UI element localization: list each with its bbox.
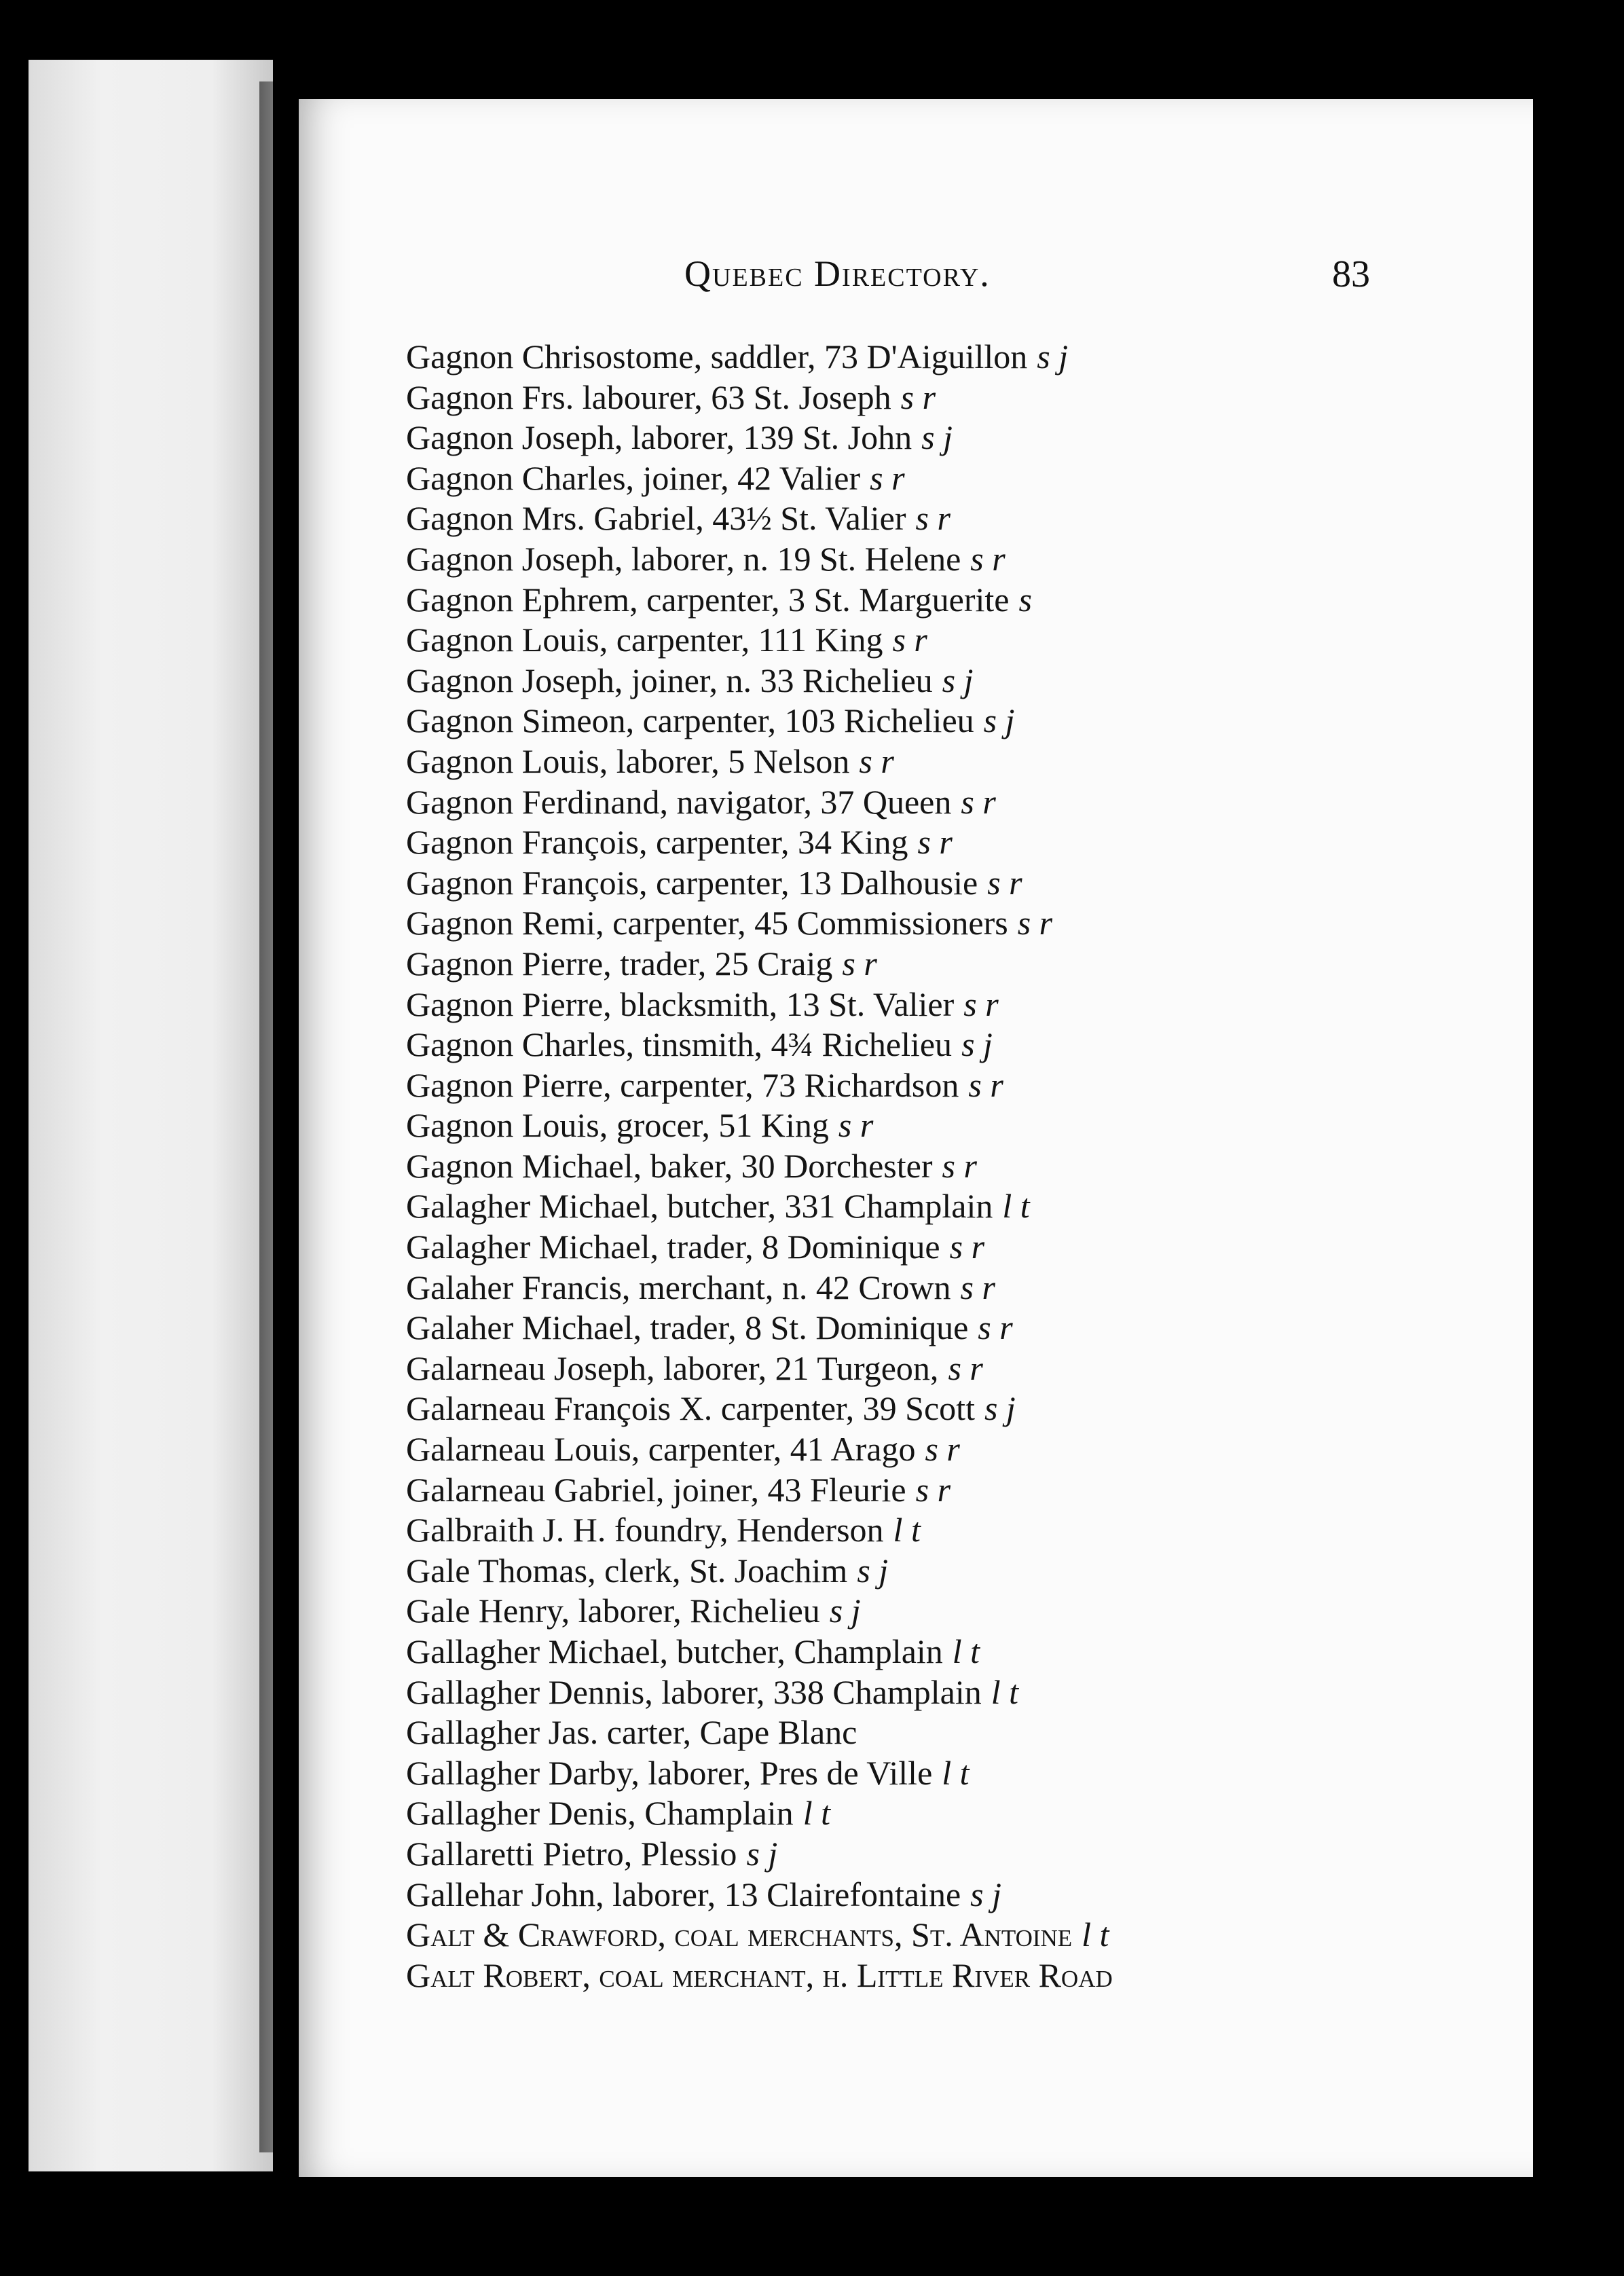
- entry-text: Galagher Michael, butcher, 331 Champlain: [406, 1187, 993, 1226]
- directory-entry: [406, 903, 1465, 944]
- entry-text: Galarneau Joseph, laborer, 21 Turgeon,: [406, 1348, 939, 1387]
- directory-entry: [406, 337, 1465, 378]
- entry-text: Gagnon Louis, laborer, 5 Nelson: [406, 741, 850, 780]
- directory-entry: [406, 1793, 1465, 1834]
- entry-text: Galarneau Gabriel, joiner, 43 Fleurie: [406, 1470, 906, 1509]
- entry-text: Gagnon Charles, tinsmith, 4¾ Richelieu: [406, 1025, 953, 1064]
- entry-text: Gagnon Michael, baker, 30 Dorchester: [406, 1146, 933, 1185]
- entry-text: Gallaretti Pietro, Plessio: [406, 1834, 737, 1873]
- entry-text: Gale Henry, laborer, Richelieu: [406, 1592, 820, 1630]
- entry-text: Gagnon Louis, grocer, 51 King: [406, 1106, 829, 1145]
- entry-text: Gagnon Pierre, trader, 25 Craig: [406, 944, 833, 983]
- directory-entry: [406, 1834, 1465, 1875]
- entry-ward-abbreviation: s r: [961, 782, 996, 821]
- directory-entry: [406, 1389, 1465, 1429]
- entry-ward-abbreviation: s r: [870, 458, 905, 497]
- directory-entry: [406, 1712, 1465, 1753]
- directory-entry: [406, 1915, 1465, 1956]
- directory-entry: [406, 1348, 1465, 1389]
- entry-ward-abbreviation: s r: [968, 1065, 1003, 1104]
- directory-entry: [406, 1875, 1465, 1915]
- entry-ward-abbreviation: s r: [917, 823, 953, 862]
- entry-ward-abbreviation: s r: [960, 1268, 995, 1306]
- entry-ward-abbreviation: l t: [1002, 1187, 1030, 1226]
- directory-entry: [406, 1551, 1465, 1592]
- directory-entry: [406, 944, 1465, 985]
- entry-text: Gagnon Remi, carpenter, 45 Commissioners: [406, 904, 1008, 942]
- entry-ward-abbreviation: l t: [991, 1672, 1019, 1711]
- entry-ward-abbreviation: s r: [978, 1308, 1013, 1347]
- directory-entry: [406, 1105, 1465, 1146]
- entry-ward-abbreviation: s j: [746, 1834, 778, 1873]
- directory-entry: [406, 1591, 1465, 1632]
- directory-entry: [406, 1268, 1465, 1308]
- directory-entry: [406, 863, 1465, 904]
- entry-text: Gagnon Joseph, laborer, n. 19 St. Helene: [406, 539, 961, 578]
- entry-ward-abbreviation: s j: [829, 1592, 861, 1630]
- directory-entry: [406, 1672, 1465, 1713]
- entry-text: Gallagher Dennis, laborer, 338 Champlain: [406, 1672, 982, 1711]
- directory-entry: [406, 1065, 1465, 1106]
- entry-ward-abbreviation: s r: [942, 1146, 977, 1185]
- directory-page: [299, 99, 1533, 2177]
- entry-text: Galt & Crawford, coal merchants, St. Antoine: [406, 1915, 1073, 1954]
- entry-text: Gagnon Joseph, joiner, n. 33 Richelieu: [406, 661, 933, 699]
- entry-ward-abbreviation: l t: [1082, 1915, 1109, 1954]
- entry-text: Gagnon François, carpenter, 34 King: [406, 823, 908, 862]
- entry-ward-abbreviation: s r: [900, 378, 936, 416]
- entry-text: Gallagher Jas. carter, Cape Blanc: [406, 1713, 857, 1752]
- entry-text: Gallehar John, laborer, 13 Clairefontaine: [406, 1875, 961, 1913]
- directory-entry: [406, 539, 1465, 580]
- entry-ward-abbreviation: s j: [984, 1389, 1016, 1428]
- entry-ward-abbreviation: s r: [948, 1348, 983, 1387]
- directory-entry: [406, 782, 1465, 823]
- entry-ward-abbreviation: l t: [952, 1632, 980, 1670]
- directory-entry: [406, 1308, 1465, 1348]
- directory-entry: [406, 1470, 1465, 1511]
- entry-ward-abbreviation: s r: [925, 1430, 960, 1469]
- entry-text: Galagher Michael, trader, 8 Dominique: [406, 1228, 940, 1266]
- entry-ward-abbreviation: s r: [963, 985, 999, 1023]
- entry-text: Gagnon Frs. labourer, 63 St. Joseph: [406, 378, 891, 416]
- entry-text: Galarneau Louis, carpenter, 41 Arago: [406, 1430, 916, 1469]
- entry-text: Galaher Michael, trader, 8 St. Dominique: [406, 1308, 969, 1347]
- entry-text: Gagnon Mrs. Gabriel, 43½ St. Valier: [406, 499, 906, 538]
- directory-entry: [406, 1753, 1465, 1794]
- directory-entry: [406, 378, 1465, 418]
- directory-entry: [406, 1227, 1465, 1268]
- entry-text: Gagnon Ferdinand, navigator, 37 Queen: [406, 782, 952, 821]
- entry-text: Gagnon François, carpenter, 13 Dalhousie: [406, 863, 978, 902]
- entry-text: Galaher Francis, merchant, n. 42 Crown: [406, 1268, 951, 1306]
- entry-text: Gallagher Denis, Champlain: [406, 1794, 794, 1833]
- entry-ward-abbreviation: s: [1018, 580, 1032, 619]
- entry-text: Gagnon Chrisostome, saddler, 73 D'Aiguillon: [406, 337, 1028, 375]
- entry-ward-abbreviation: s j: [921, 418, 953, 457]
- entry-ward-abbreviation: l t: [942, 1753, 970, 1792]
- entry-text: Gagnon Simeon, carpenter, 103 Richelieu: [406, 701, 974, 740]
- entry-text: Gallagher Michael, butcher, Champlain: [406, 1632, 943, 1670]
- entry-ward-abbreviation: s r: [970, 539, 1005, 578]
- entry-text: Gagnon Joseph, laborer, 139 St. John: [406, 418, 912, 457]
- entry-ward-abbreviation: s j: [961, 1025, 993, 1064]
- page-number: 83: [1332, 253, 1370, 295]
- directory-entry: [406, 418, 1465, 458]
- directory-entry: [406, 701, 1465, 741]
- entry-text: Gagnon Louis, carpenter, 111 King: [406, 621, 883, 659]
- left-page-edge: [29, 60, 273, 2171]
- directory-entry: [406, 985, 1465, 1025]
- directory-entry: [406, 1186, 1465, 1227]
- entry-ward-abbreviation: s j: [1037, 337, 1069, 375]
- directory-entry: [406, 1956, 1465, 1996]
- page-header: [299, 253, 1533, 314]
- entry-ward-abbreviation: s r: [838, 1106, 874, 1145]
- entry-ward-abbreviation: s j: [857, 1551, 889, 1590]
- directory-entry: [406, 822, 1465, 863]
- entry-ward-abbreviation: s r: [949, 1228, 985, 1266]
- directory-entries: [406, 337, 1465, 1996]
- entry-ward-abbreviation: s j: [983, 701, 1015, 740]
- entry-ward-abbreviation: s r: [915, 1470, 951, 1509]
- entry-ward-abbreviation: s r: [1017, 904, 1053, 942]
- directory-entry: [406, 498, 1465, 539]
- entry-ward-abbreviation: s r: [915, 499, 951, 538]
- entry-text: Gagnon Charles, joiner, 42 Valier: [406, 458, 861, 497]
- running-title: Quebec Directory.: [684, 253, 991, 294]
- directory-entry: [406, 458, 1465, 499]
- entry-ward-abbreviation: s r: [842, 944, 877, 983]
- directory-entry: [406, 1632, 1465, 1672]
- entry-ward-abbreviation: l t: [802, 1794, 830, 1833]
- entry-ward-abbreviation: l t: [893, 1511, 921, 1549]
- entry-ward-abbreviation: s r: [987, 863, 1022, 902]
- directory-entry: [406, 1429, 1465, 1470]
- entry-text: Gagnon Ephrem, carpenter, 3 St. Marguerite: [406, 580, 1010, 619]
- directory-entry: [406, 580, 1465, 621]
- entry-ward-abbreviation: s r: [892, 621, 927, 659]
- entry-text: Galarneau François X. carpenter, 39 Scott: [406, 1389, 975, 1428]
- directory-entry: [406, 661, 1465, 701]
- entry-ward-abbreviation: s r: [859, 741, 894, 780]
- entry-text: Gagnon Pierre, carpenter, 73 Richardson: [406, 1065, 959, 1104]
- directory-entry: [406, 620, 1465, 661]
- directory-entry: [406, 1025, 1465, 1065]
- directory-entry: [406, 1510, 1465, 1551]
- directory-entry: [406, 741, 1465, 782]
- entry-ward-abbreviation: s j: [942, 661, 974, 699]
- entry-text: Galbraith J. H. foundry, Henderson: [406, 1511, 884, 1549]
- entry-text: Galt Robert, coal merchant, h. Little River Road: [406, 1956, 1113, 1994]
- entry-text: Gallagher Darby, laborer, Pres de Ville: [406, 1753, 933, 1792]
- entry-text: Gagnon Pierre, blacksmith, 13 St. Valier: [406, 985, 955, 1023]
- entry-text: Gale Thomas, clerk, St. Joachim: [406, 1551, 848, 1590]
- directory-entry: [406, 1146, 1465, 1187]
- entry-ward-abbreviation: s j: [970, 1875, 1001, 1913]
